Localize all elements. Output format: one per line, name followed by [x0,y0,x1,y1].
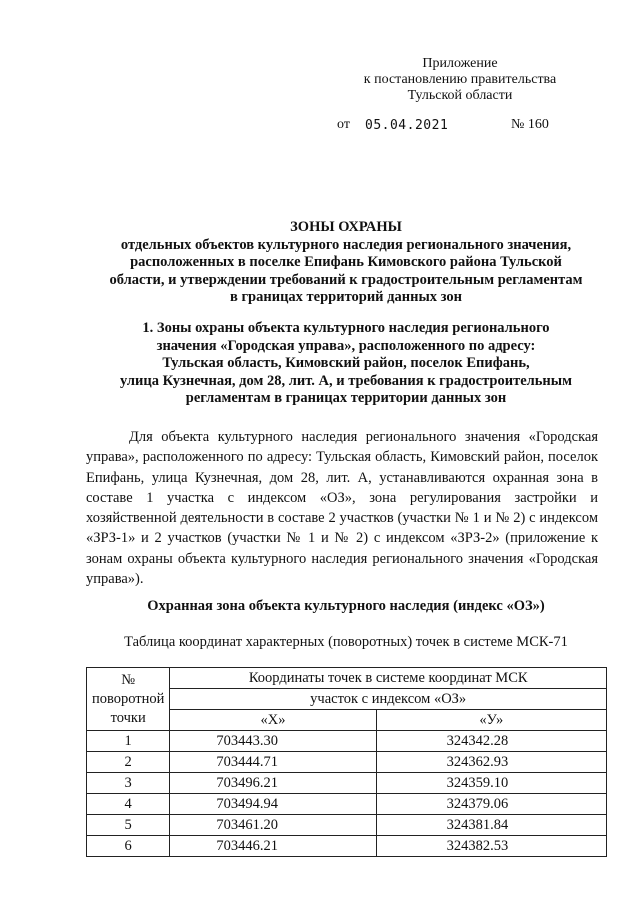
title-line: области, и утверждении требований к градостроительным регламентам [109,271,583,288]
header-x: «X» [170,710,376,731]
cell-y: 324382.53 [376,836,606,857]
cell-x: 703444.71 [170,752,376,773]
annex-line: к постановлению правительства [363,72,557,87]
cell-x: 703494.94 [170,794,376,815]
protection-zone-subheading: Охранная зона объекта культурного наследия (индекс «ОЗ») [147,598,545,614]
cell-y: 324381.84 [376,815,606,836]
annex-line: Приложение [422,56,498,71]
cell-y: 324379.06 [376,794,606,815]
section-line: улица Кузнечная, дом 28, лит. А, и требования к градостроительным [120,372,572,389]
table-row [87,731,607,752]
table-header-row [87,668,607,689]
title-line: расположенных в поселке Епифань Кимовского района Тульской [130,254,562,270]
cell-y: 324359.10 [376,773,606,794]
annex-header [330,56,590,104]
section-line: 1. Зоны охраны объекта культурного наследия регионального [142,320,550,336]
cell-point: 1 [87,731,170,752]
table-row [87,815,607,836]
table-row [87,794,607,815]
section-line: значения «Городская управа», расположенного по адресу: [156,337,536,354]
header-coordinates: Координаты точек в системе координат МСК [170,668,607,689]
document-title [86,219,606,307]
resolution-number: № 160 [511,117,549,132]
title-line: в границах территорий данных зон [230,289,462,305]
cell-y: 324342.28 [376,731,606,752]
annex-line: Тульской области [407,88,513,103]
cell-x: 703446.21 [170,836,376,857]
header-point-number: № поворотной точки [87,668,170,731]
cell-y: 324362.93 [376,752,606,773]
date-prefix: от [337,117,350,132]
coordinates-table [86,667,607,857]
cell-point: 2 [87,752,170,773]
cell-x: 703461.20 [170,815,376,836]
title-line: отдельных объектов культурного наследия регионального значения, [120,236,572,253]
cell-point: 5 [87,815,170,836]
table-caption: Таблица координат характерных (поворотных) точек в системе МСК-71 [124,634,568,650]
table-row [87,773,607,794]
cell-x: 703496.21 [170,773,376,794]
table-row [87,752,607,773]
header-y: «У» [376,710,606,731]
cell-x: 703443.30 [170,731,376,752]
section-line: Тульская область, Кимовский район, поселок Епифань, [162,355,530,371]
body-paragraph: Для объекта культурного наследия регионального значения «Городская управа», расположенного по адресу: Тульская область, Кимовский район, поселок Епифань, улица Кузнечная, дом 28, лит. А, устанавливаются охранная зона в составе 1 участка с индексом «ОЗ», зона регулирования застройки и хозяйственной деятельности в составе 2 участков (участки № 1 и № 2) с индексом «ЗРЗ-1» и 2 участков (участки № 1 и № 2) с индексом «ЗРЗ-2» (приложение к зонам охраны объекта культурного наследия регионального значения «Городская управа»). [86,429,598,588]
section-line: регламентам в границах территории данных зон [185,390,507,406]
resolution-date: 05.04.2021 [365,118,449,133]
cell-point: 4 [87,794,170,815]
section-1-heading [86,320,606,408]
header-plot-index: участок с индексом «ОЗ» [170,689,607,710]
cell-point: 3 [87,773,170,794]
cell-point: 6 [87,836,170,857]
title-line: ЗОНЫ ОХРАНЫ [290,219,402,235]
table-row [87,836,607,857]
